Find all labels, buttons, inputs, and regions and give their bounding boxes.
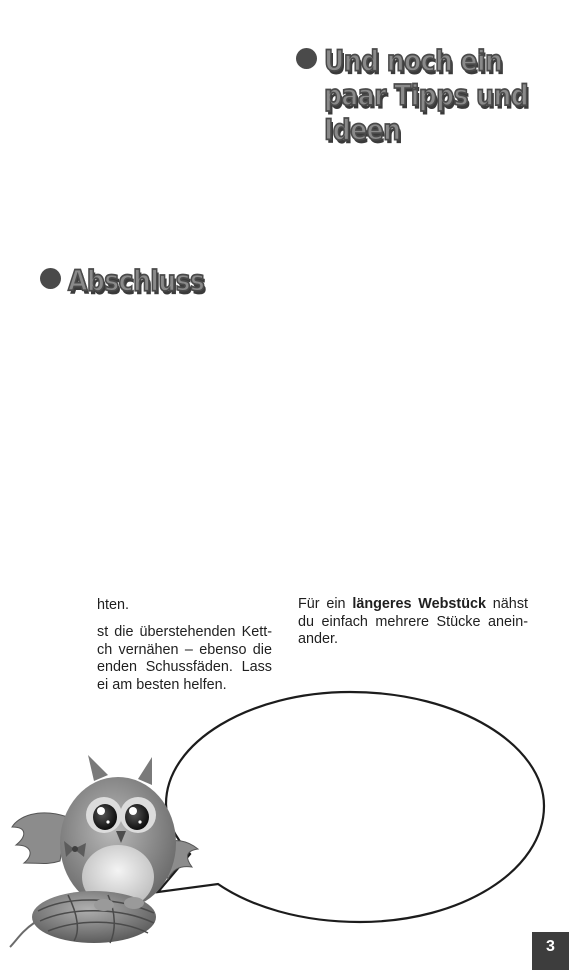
bold-term: längeres Webstück (352, 596, 487, 612)
text-line: ei am besten helfen. (97, 676, 227, 693)
heading-tipps-text: Und noch ein paar Tipps und Ideen (324, 44, 529, 147)
page-number: 3 (546, 938, 555, 955)
right-column-paragraph (298, 596, 528, 649)
text-run: nähst (486, 596, 529, 612)
text-line: ander. (298, 631, 339, 647)
speech-bubble (150, 684, 550, 934)
text-line (298, 596, 528, 614)
heading-bullet (296, 48, 317, 69)
section-heading-abschluss (40, 264, 205, 298)
text-line: ch vernähen – ebenso die (97, 641, 272, 658)
left-column-first-line (97, 597, 272, 615)
text-line: enden Schussfäden. Lass (97, 659, 272, 675)
page-number-badge (532, 932, 569, 970)
text-line: hten. (97, 597, 130, 613)
heading-bullet (40, 268, 61, 289)
heading-abschluss-text: Abschluss (68, 264, 205, 298)
section-heading-tipps (296, 44, 536, 147)
text-line: st die überstehenden Kett- (97, 624, 272, 640)
owl-illustration (8, 745, 208, 950)
text-run: Für ein (298, 596, 353, 612)
text-line: du einfach mehrere Stücke anein- (298, 613, 528, 630)
